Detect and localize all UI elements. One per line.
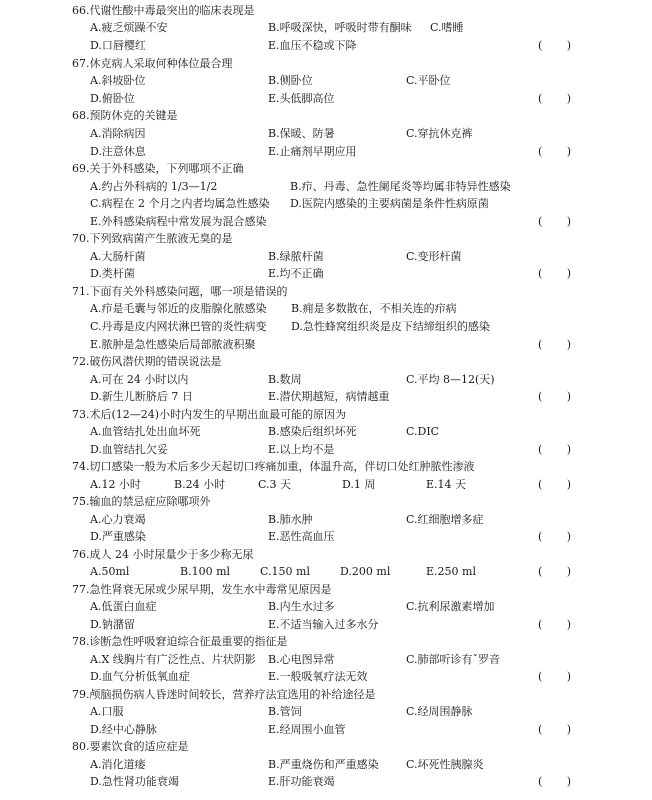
option: C.肺部听诊有ˇ罗音 xyxy=(406,653,501,666)
answer-blank[interactable]: ( ) xyxy=(538,723,572,736)
question-stem: 76.成人 24 小时尿量少于多少称无尿 xyxy=(72,548,254,561)
option: B.100 ml xyxy=(180,565,231,578)
answer-blank[interactable]: ( ) xyxy=(538,215,572,228)
question-stem: 74.切口感染一般为术后多少天起切口疼痛加重，体温升高，伴切口处红肿脓性渗液 xyxy=(72,460,475,473)
option: C.穿抗休克裤 xyxy=(406,127,473,140)
option: D.钠潴留 xyxy=(90,618,135,631)
option-row xyxy=(0,388,652,405)
question-stem: 79.颅脑损伤病人昏迷时间较长，营养疗法宜选用的补给途径是 xyxy=(72,688,376,701)
option: A.12 小时 xyxy=(90,478,141,491)
option-row xyxy=(0,37,652,54)
question-stem: 80.要素饮食的适应症是 xyxy=(72,740,189,753)
option: E.14 天 xyxy=(426,478,467,491)
option: B.数周 xyxy=(268,373,302,386)
option-row xyxy=(0,721,652,738)
option-row xyxy=(0,178,652,195)
question-stem: 66.代谢性酸中毒最突出的临床表现是 xyxy=(72,4,255,17)
answer-blank[interactable]: ( ) xyxy=(538,443,572,456)
option: E.脓肿是急性感染后局部脓液积聚 xyxy=(90,338,256,351)
option: E.250 ml xyxy=(426,565,476,578)
option: D.严重感染 xyxy=(90,530,146,543)
option-row xyxy=(0,598,652,615)
option: D.1 周 xyxy=(342,478,376,491)
option: E.肝功能衰竭 xyxy=(268,775,335,788)
option: D.医院内感染的主要病菌是条件性病原菌 xyxy=(290,197,489,210)
option-row xyxy=(0,756,652,773)
option-row xyxy=(0,616,652,633)
option: A.疲乏烦躁不安 xyxy=(90,21,168,34)
option: B.肺水肿 xyxy=(268,513,313,526)
question-stem: 71.下面有关外科感染问题，哪一项是错误的 xyxy=(72,285,288,298)
option: C.嗜睡 xyxy=(430,21,464,34)
answer-blank[interactable]: ( ) xyxy=(538,338,572,351)
question-stem: 67.休克病人采取何种体位最合理 xyxy=(72,57,233,70)
option: B.严重烧伤和严重感染 xyxy=(268,758,379,771)
question-stem: 69.关于外科感染，下列哪项不正确 xyxy=(72,162,244,175)
option-row xyxy=(0,563,652,580)
question-stem: 72.破伤风潜伏期的错误说法是 xyxy=(72,355,222,368)
option: C.病程在 2 个月之内者均属急性感染 xyxy=(90,197,270,210)
option: E.外科感染病程中常发展为混合感染 xyxy=(90,215,267,228)
option: B.内生水过多 xyxy=(268,600,335,613)
option-row xyxy=(0,528,652,545)
question-stem: 77.急性肾衰无尿或少尿早期，发生水中毒常见原因是 xyxy=(72,583,332,596)
option-row xyxy=(0,371,652,388)
option: A.口服 xyxy=(90,705,124,718)
option-row xyxy=(0,248,652,265)
question-stem: 68.预防休克的关键是 xyxy=(72,109,178,122)
option: A.疖是毛囊与邻近的皮脂腺化脓感染 xyxy=(90,302,267,315)
answer-blank[interactable]: ( ) xyxy=(538,267,572,280)
option: D.俯卧位 xyxy=(90,92,135,105)
option: B.呼吸深快，呼吸时带有酮味 xyxy=(268,21,412,34)
answer-blank[interactable]: ( ) xyxy=(538,145,572,158)
option-row xyxy=(0,511,652,528)
question-stem: 70.下列致病菌产生脓液无臭的是 xyxy=(72,232,233,245)
option: A.斜坡卧位 xyxy=(90,74,146,87)
option: B.痈是多数散在，不相关连的疖病 xyxy=(291,302,457,315)
option: A.心力衰竭 xyxy=(90,513,146,526)
option: C.丹毒是皮内网状淋巴管的炎性病变 xyxy=(90,320,267,333)
option: D.口唇樱红 xyxy=(90,39,146,52)
option: B.心电图异常 xyxy=(268,653,335,666)
option-row xyxy=(0,651,652,668)
option: B.24 小时 xyxy=(174,478,226,491)
option: A.可在 24 小时以内 xyxy=(90,373,189,386)
option-row xyxy=(0,195,652,212)
option: E.经周围小血管 xyxy=(268,723,346,736)
option-row xyxy=(0,72,652,89)
option: B.感染后组织坏死 xyxy=(268,425,357,438)
option: C.红细胞增多症 xyxy=(406,513,484,526)
option-row xyxy=(0,143,652,160)
answer-blank[interactable]: ( ) xyxy=(538,92,572,105)
option: D.新生儿断脐后 7 日 xyxy=(90,390,193,403)
option-row xyxy=(0,125,652,142)
option: A.约占外科病的 1/3—1/2 xyxy=(90,180,218,193)
option: C.经周围静脉 xyxy=(406,705,473,718)
option: D.注意休息 xyxy=(90,145,146,158)
answer-blank[interactable]: ( ) xyxy=(538,530,572,543)
option-row xyxy=(0,476,652,493)
option-row xyxy=(0,441,652,458)
option: E.均不正确 xyxy=(268,267,324,280)
option-row xyxy=(0,336,652,353)
option: D.类杆菌 xyxy=(90,267,135,280)
option: D.急性蜂窝组织炎是皮下结缔组织的感染 xyxy=(291,320,490,333)
option: A.血管结扎处出血坏死 xyxy=(90,425,201,438)
option-row xyxy=(0,19,652,36)
option: C.变形杆菌 xyxy=(406,250,462,263)
option-row xyxy=(0,318,652,335)
option: A.X 线胸片有广泛性点、片状阴影 xyxy=(90,653,256,666)
option-row xyxy=(0,213,652,230)
option: C.坏死性胰腺炎 xyxy=(406,758,484,771)
option: B.保暖、防暑 xyxy=(268,127,335,140)
option-row xyxy=(0,703,652,720)
option: C.平均 8—12(天) xyxy=(406,373,495,386)
option: D.经中心静脉 xyxy=(90,723,157,736)
option: E.一般吸氧疗法无效 xyxy=(268,670,368,683)
question-stem: 75.输血的禁忌症应除哪项外 xyxy=(72,495,211,508)
option: E.止痛剂早期应用 xyxy=(268,145,357,158)
option: A.消化道瘘 xyxy=(90,758,146,771)
option-row xyxy=(0,300,652,317)
option: E.不适当输入过多水分 xyxy=(268,618,379,631)
option: E.以上均不是 xyxy=(268,443,335,456)
answer-blank[interactable]: ( ) xyxy=(538,390,572,403)
option: D.200 ml xyxy=(340,565,391,578)
option: A.大肠杆菌 xyxy=(90,250,146,263)
option: D.血气分析低氧血症 xyxy=(90,670,190,683)
answer-blank[interactable]: ( ) xyxy=(538,670,572,683)
option-row xyxy=(0,668,652,685)
option: E.头低脚高位 xyxy=(268,92,335,105)
option: E.潜伏期越短，病情越重 xyxy=(268,390,390,403)
option: D.急性肾功能衰竭 xyxy=(90,775,179,788)
answer-blank[interactable]: ( ) xyxy=(538,775,572,788)
answer-blank[interactable]: ( ) xyxy=(538,618,572,631)
option: B.管饲 xyxy=(268,705,302,718)
question-stem: 73.术后(12—24)小时内发生的早期出血最可能的原因为 xyxy=(72,408,347,421)
answer-blank[interactable]: ( ) xyxy=(538,478,572,491)
option: C.抗利尿激素增加 xyxy=(406,600,495,613)
option-row xyxy=(0,773,652,790)
option: A.50ml xyxy=(90,565,130,578)
option: A.消除病因 xyxy=(90,127,146,140)
option: C.150 ml xyxy=(260,565,310,578)
answer-blank[interactable]: ( ) xyxy=(538,39,572,52)
option: C.3 天 xyxy=(258,478,292,491)
option-row xyxy=(0,265,652,282)
option: C.DIC xyxy=(406,425,440,438)
option-row xyxy=(0,90,652,107)
option: B.疖、丹毒、急性阑尾炎等均属非特异性感染 xyxy=(290,180,511,193)
option: B.侧卧位 xyxy=(268,74,313,87)
option: C.平卧位 xyxy=(406,74,451,87)
answer-blank[interactable]: ( ) xyxy=(538,565,572,578)
option: E.恶性高血压 xyxy=(268,530,335,543)
option: E.血压不稳或下降 xyxy=(268,39,357,52)
option: A.低蛋白血症 xyxy=(90,600,157,613)
question-stem: 78.诊断急性呼吸窘迫综合征最重要的指征是 xyxy=(72,635,288,648)
option: D.血管结扎欠妥 xyxy=(90,443,168,456)
option-row xyxy=(0,423,652,440)
option: B.绿脓杆菌 xyxy=(268,250,324,263)
